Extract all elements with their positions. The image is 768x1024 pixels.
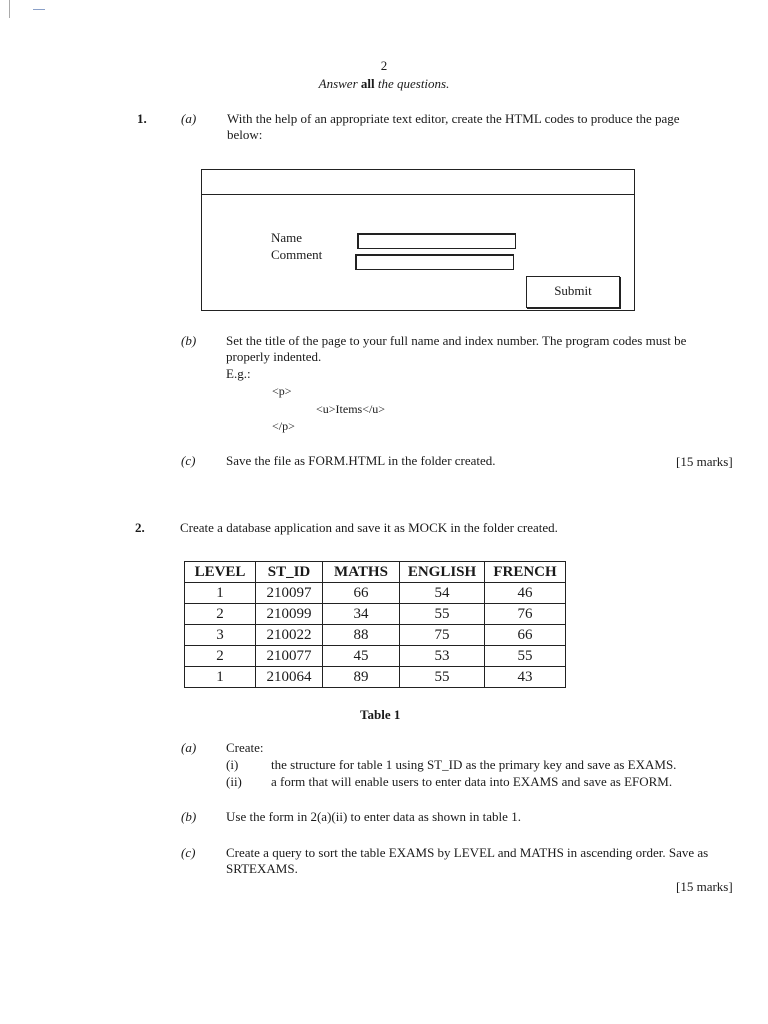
name-input[interactable] [357, 233, 516, 249]
q1-a-text: With the help of an appropriate text editor, create the HTML codes to produce the page below: [227, 111, 680, 142]
table-cell: 53 [400, 646, 485, 667]
table-cell: 66 [323, 583, 400, 604]
q2-a-ii-text: a form that will enable users to enter data into EXAMS and save as EFORM. [271, 774, 673, 789]
q2-intro: Create a database application and save it as MOCK in the folder created. [180, 520, 558, 535]
table-cell: 88 [323, 625, 400, 646]
table-cell: 54 [400, 583, 485, 604]
table-cell: 55 [400, 604, 485, 625]
table-cell: 89 [323, 667, 400, 688]
q1-marks: [15 marks] [676, 454, 733, 469]
q2-marks: [15 marks] [676, 879, 733, 894]
table-cell: 46 [485, 583, 566, 604]
q2-b-text: Use the form in 2(a)(ii) to enter data as shown in table 1. [226, 809, 521, 824]
table-header-row [185, 562, 566, 583]
scan-mark [33, 9, 45, 10]
comment-label: Comment [271, 247, 323, 262]
instruction-post: the questions. [377, 76, 450, 91]
q2-a-text: Create: [226, 740, 264, 755]
q2-a-i-text: the structure for table 1 using ST_ID as the primary key and save as EXAMS. [271, 757, 677, 772]
q2-c-text: Create a query to sort the table EXAMS by LEVEL and MATHS in ascending order. Save as SRTEXAMS. [226, 845, 709, 876]
table-row [185, 625, 566, 646]
table-cell: 210099 [256, 604, 323, 625]
page-number: 2 [380, 58, 388, 73]
column-header: ST_ID [256, 562, 323, 583]
table-cell: 210022 [256, 625, 323, 646]
exams-table [184, 561, 566, 688]
table-cell: 55 [485, 646, 566, 667]
table-row [185, 583, 566, 604]
q2-c-label: (c) [181, 845, 196, 860]
q2-a-ii-label: (ii) [226, 774, 242, 789]
table-caption: Table 1 [360, 707, 401, 722]
column-header: LEVEL [185, 562, 256, 583]
name-label: Name [271, 230, 303, 245]
table-cell: 210064 [256, 667, 323, 688]
q1-a-label: (a) [181, 111, 197, 126]
question-1-number: 1. [137, 111, 147, 126]
table-cell: 2 [185, 646, 256, 667]
question-2-number: 2. [135, 520, 145, 535]
instruction-pre: Answer [318, 76, 358, 91]
form-title-bar [202, 170, 634, 195]
table-cell: 3 [185, 625, 256, 646]
submit-button[interactable]: Submit [526, 276, 620, 308]
table-cell: 45 [323, 646, 400, 667]
q1-b-eg: E.g.: [226, 366, 251, 381]
table-cell: 2 [185, 604, 256, 625]
table-cell: 34 [323, 604, 400, 625]
table-row [185, 667, 566, 688]
q1-c-label: (c) [181, 453, 196, 468]
column-header: MATHS [323, 562, 400, 583]
q1-b-label: (b) [181, 333, 197, 348]
instruction [0, 76, 768, 92]
column-header: FRENCH [485, 562, 566, 583]
table-cell: 43 [485, 667, 566, 688]
table-cell: 55 [400, 667, 485, 688]
q2-a-i-label: (i) [226, 757, 239, 772]
q2-b-label: (b) [181, 809, 197, 824]
column-header: ENGLISH [400, 562, 485, 583]
table-cell: 1 [185, 583, 256, 604]
q1-c-text: Save the file as FORM.HTML in the folder created. [226, 453, 496, 468]
form-mockup [201, 169, 635, 311]
code-line-underline: <u>Items</u> [316, 402, 386, 416]
table-cell: 66 [485, 625, 566, 646]
table-cell: 210077 [256, 646, 323, 667]
table-cell: 1 [185, 667, 256, 688]
comment-input[interactable] [355, 254, 514, 270]
scan-mark [9, 0, 10, 18]
q1-b-text: Set the title of the page to your full name and index number. The program codes must be properly indented. [226, 333, 687, 364]
code-line-close-p: </p> [272, 419, 295, 433]
table-cell: 210097 [256, 583, 323, 604]
table-row [185, 604, 566, 625]
table-cell: 75 [400, 625, 485, 646]
table-cell: 76 [485, 604, 566, 625]
code-line-open-p: <p> [272, 384, 292, 398]
q2-a-label: (a) [181, 740, 197, 755]
table-row [185, 646, 566, 667]
instruction-bold: all [360, 76, 375, 91]
